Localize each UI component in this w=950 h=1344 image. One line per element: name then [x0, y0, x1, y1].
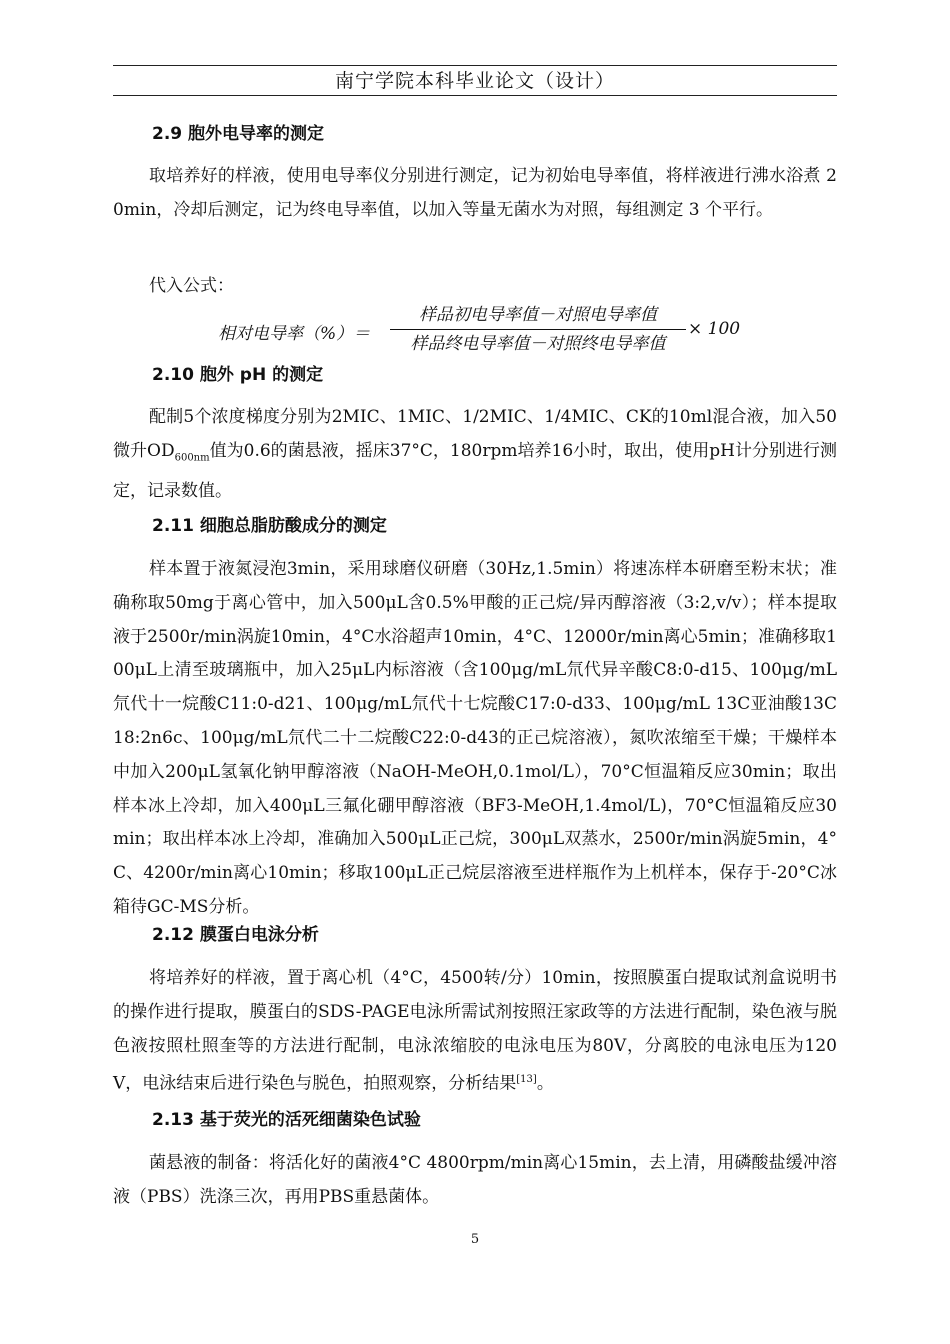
paragraph-ph [113, 401, 837, 509]
citation-13: [13] [516, 1074, 537, 1086]
page-number: 5 [470, 1232, 480, 1247]
formula-fraction [390, 302, 686, 357]
paragraph-ph-text-2: 值为0.6的菌悬液，摇床37°C，180rpm培养16小时，取出，使用pH计分别进行测定，记录数值。 [113, 440, 837, 501]
formula-denominator: 样品终电导率值－对照终电导率值 [410, 334, 666, 354]
paragraph-membrane-text-1: 将培养好的样液，置于离心机（4°C，4500转/分）10min，按照膜蛋白提取试剂盒说明书的操作进行提取，膜蛋白的SDS-PAGE电泳所需试剂按照汪家政等的方法进行配制，染色液与脱色液按照杜照奎等的方法进行配制，电泳浓缩胶的电泳电压为80V，分离胶的电泳电压为120V，电泳结束后进行染色与脱色，拍照观察，分析结果 [113, 968, 837, 1095]
fraction-bar [390, 329, 686, 330]
paragraph-ph-text-1: 配制5个浓度梯度分别为2MIC、1MIC、1/2MIC、1/4MIC、CK的10ml混合液，加入50微升OD [113, 407, 837, 461]
header-bottom-rule [113, 95, 837, 96]
paragraph-membrane-protein [113, 962, 837, 1102]
header-top-rule [113, 65, 837, 66]
formula-lhs: 相对电导率（%）＝ [218, 324, 371, 344]
formula-multiplier: × 100 [688, 319, 741, 339]
section-heading-2-10: 2.10 胞外 pH 的测定 [152, 365, 324, 385]
header-title: 南宁学院本科毕业论文（设计） [334, 70, 615, 92]
formula-numerator: 样品初电导率值－对照电导率值 [419, 305, 657, 325]
paragraph-conductivity: 取培养好的样液，使用电导率仪分别进行测定，记为初始电导率值，将样液进行沸水浴煮 20min，冷却后测定，记为终电导率值，以加入等量无菌水为对照，每组测定 3 个平行。 [113, 166, 837, 220]
paragraph-live-dead-staining: 菌悬液的制备：将活化好的菌液4°C 4800rpm/min离心15min，去上清，用磷酸盐缓冲溶液（PBS）洗涤三次，再用PBS重悬菌体。 [113, 1153, 837, 1207]
section-heading-2-11: 2.11 细胞总脂肪酸成分的测定 [152, 516, 387, 536]
paragraph-membrane-text-2: 。 [536, 1074, 554, 1095]
paragraph-fatty-acid: 样本置于液氮浸泡3min，采用球磨仪研磨（30Hz,1.5min）将速冻样本研磨至粉末状；准确称取50mg于离心管中，加入500μL含0.5%甲酸的正己烷/异丙醇溶液（3:2,v/v）；样本提取液于2500r/min涡旋10min，4°C水浴超声10min，4°C、12000r/min离心5min；准确移取100μL上清至玻璃瓶中，加入25μL内标溶液（含100μg/mL氘代异辛酸C8:0-d15、100μg/mL氘代十一烷酸C11:0-d21、100μg/mL氘代十七烷酸C17:0-d33、100μg/mL 13C亚油酸13C18:2n6c、100μg/mL氘代二十二烷酸C22:0-d43的正己烷溶液），氮吹浓缩至干燥；干燥样本中加入200μL氢氧化钠甲醇溶液（NaOH-MeOH,0.1mol/L），70°C恒温箱反应30min；取出样本冰上冷却，加入400μL三氟化硼甲醇溶液（BF3-MeOH,1.4mol/L)，70°C恒温箱反应30min；取出样本冰上冷却，准确加入500μL正己烷，300μL双蒸水，2500r/min涡旋5min，4°C、4200r/min离心10min；移取100μL正己烷层溶液至进样瓶作为上机样本，保存于-20°C冰箱待GC-MS分析。 [113, 559, 837, 917]
od-wavelength-subscript: 600nm [174, 452, 210, 464]
section-heading-2-12: 2.12 膜蛋白电泳分析 [152, 925, 319, 945]
section-heading-2-9: 2.9 胞外电导率的测定 [152, 124, 325, 144]
paragraph-formula-intro: 代入公式： [149, 276, 234, 296]
section-heading-2-13: 2.13 基于荧光的活死细菌染色试验 [152, 1110, 421, 1130]
